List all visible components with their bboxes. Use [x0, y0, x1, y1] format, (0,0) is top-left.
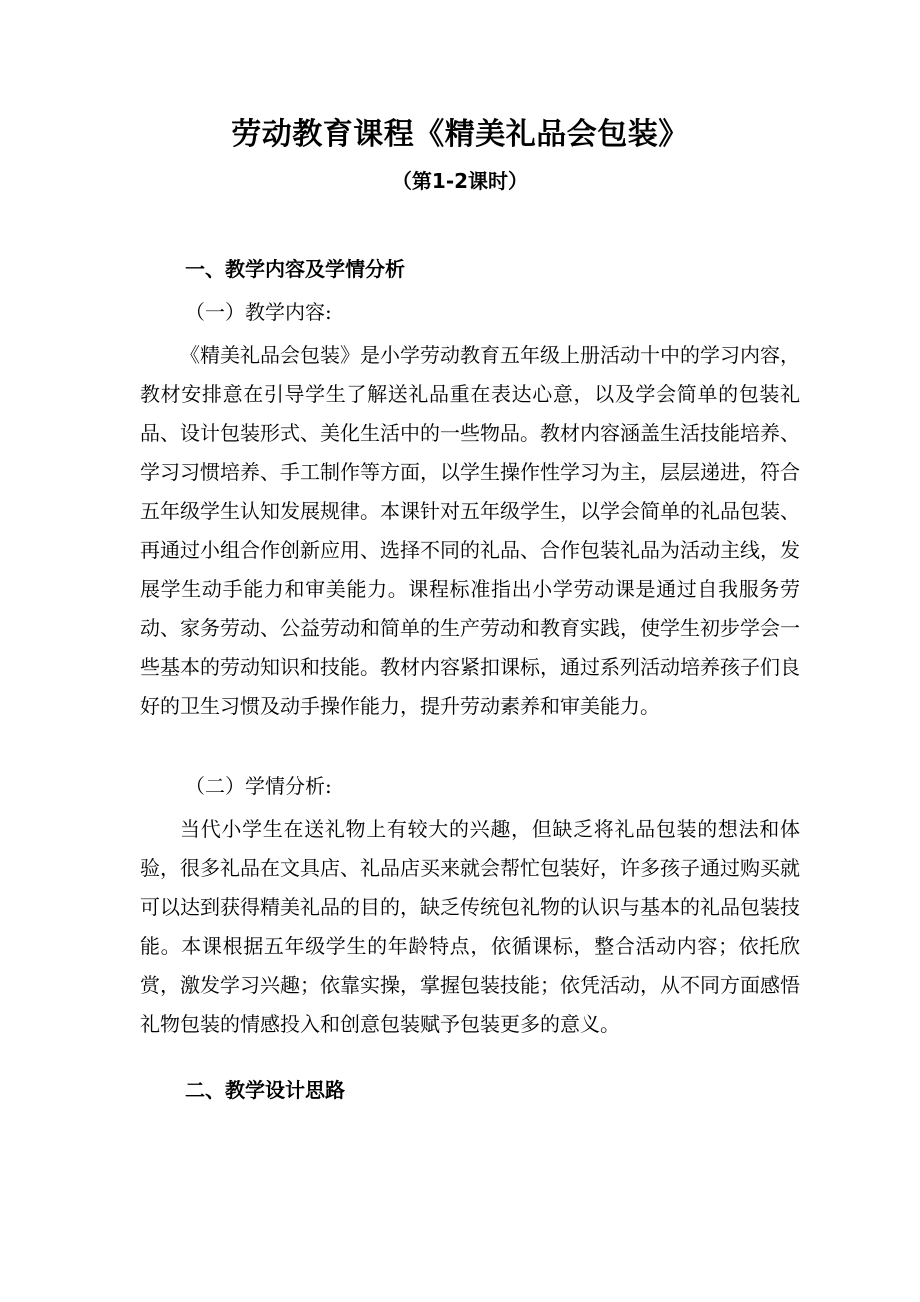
section1-heading: 一、教学内容及学情分析 [185, 257, 405, 281]
document-title: 劳动教育课程《精美礼品会包装》 [231, 117, 689, 152]
section2-heading: 二、教学设计思路 [185, 1078, 345, 1102]
section1-sub1-heading: （一）教学内容: [185, 300, 332, 324]
learner-analysis-paragraph: 当代小学生在送礼物上有较大的兴趣，但缺乏将礼品包装的想法和体验，很多礼品在文具店、礼品店买来就会帮忙包装好，许多孩子通过购买就可以达到获得精美礼品的目的，缺乏传统包礼物的认识与基本的礼品包装技能。本课根据五年级学生的年龄特点，依循课标，整合活动内容；依托欣赏，激发学习兴趣；依靠实操，掌握包装技能；依凭活动，从不同方面感悟礼物包装的情感投入和创意包装赋予包装更多的意义。 [140, 817, 800, 1036]
section1-sub2-heading: （二）学情分析: [185, 774, 332, 798]
teaching-content-paragraph: 《精美礼品会包装》是小学劳动教育五年级上册活动十中的学习内容，教材安排意在引导学生了解送礼品重在表达心意，以及学会简单的包装礼品、设计包装形式、美化生活中的一些物品。教材内容涵盖生活技能培养、学习习惯培养、手工制作等方面，以学生操作性学习为主，层层递进，符合五年级学生认知发展规律。本课针对五年级学生，以学会简单的礼品包装、再通过小组合作创新应用、选择不同的礼品、合作包装礼品为活动主线，发展学生动手能力和审美能力。课程标准指出小学劳动课是通过自我服务劳动、家务劳动、公益劳动和简单的生产劳动和教育实践，使学生初步学会一些基本的劳动知识和技能。教材内容紧扣课标，通过系列活动培养孩子们良好的卫生习惯及动手操作能力，提升劳动素养和审美能力。 [140, 343, 800, 718]
document-subtitle: （第1-2课时） [391, 169, 529, 193]
